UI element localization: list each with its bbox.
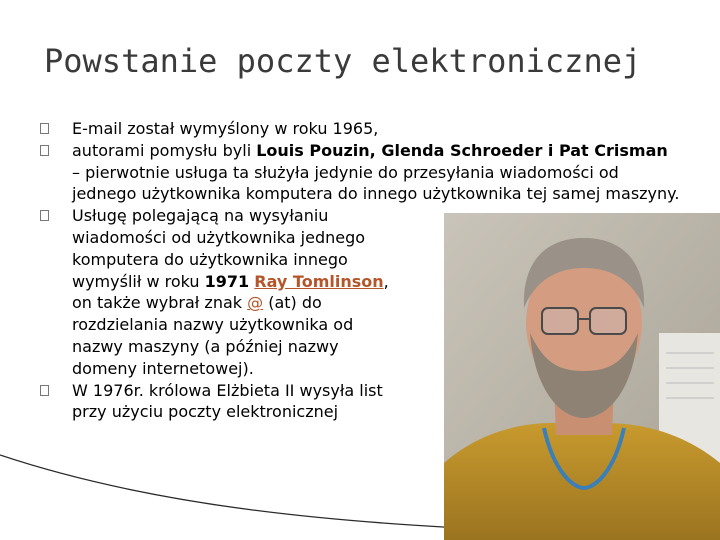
bullet-item-3 [40, 205, 402, 379]
square-bullet-icon [40, 385, 49, 396]
bullet-item-1 [40, 118, 680, 140]
portrait-photo [444, 213, 720, 540]
bullet-text: W 1976r. królowa Elżbieta II wysyła list przy użyciu poczty elektronicznej [72, 380, 383, 422]
square-bullet-icon [40, 210, 49, 221]
year-1971: 1971 [204, 271, 250, 291]
bullet-text: – pierwotnie usługa ta służyła jedynie do przesyłania wiadomości od jednego użytkownika komputera do innego użytkownika tej samej maszyny. [72, 162, 680, 204]
bullet-text: autorami pomysłu byli [72, 140, 257, 160]
bullet-text: (at) do rozdzielania nazwy użytkownika od nazwy maszyny (a później nazwy domeny internetowej). [72, 293, 354, 378]
bullet-item-4 [40, 380, 402, 424]
bullet-text: , on także wybrał znak [72, 271, 389, 313]
bullet-text: E-mail został wymyślony w roku 1965, [72, 119, 379, 138]
square-bullet-icon [40, 123, 49, 134]
authors-names: Louis Pouzin, Glenda Schroeder i Pat Crisman [256, 140, 668, 160]
square-bullet-icon [40, 145, 49, 156]
page-title: Powstanie poczty elektronicznej [44, 42, 642, 80]
bullet-text: Usługę polegającą na wysyłaniu wiadomości od użytkownika jednego komputera do użytkownika innego wymyślił w roku [72, 206, 366, 291]
ray-tomlinson-link[interactable]: Ray Tomlinson [254, 271, 384, 291]
bullet-item-2 [40, 140, 680, 205]
at-sign-link[interactable]: @ [247, 293, 264, 313]
